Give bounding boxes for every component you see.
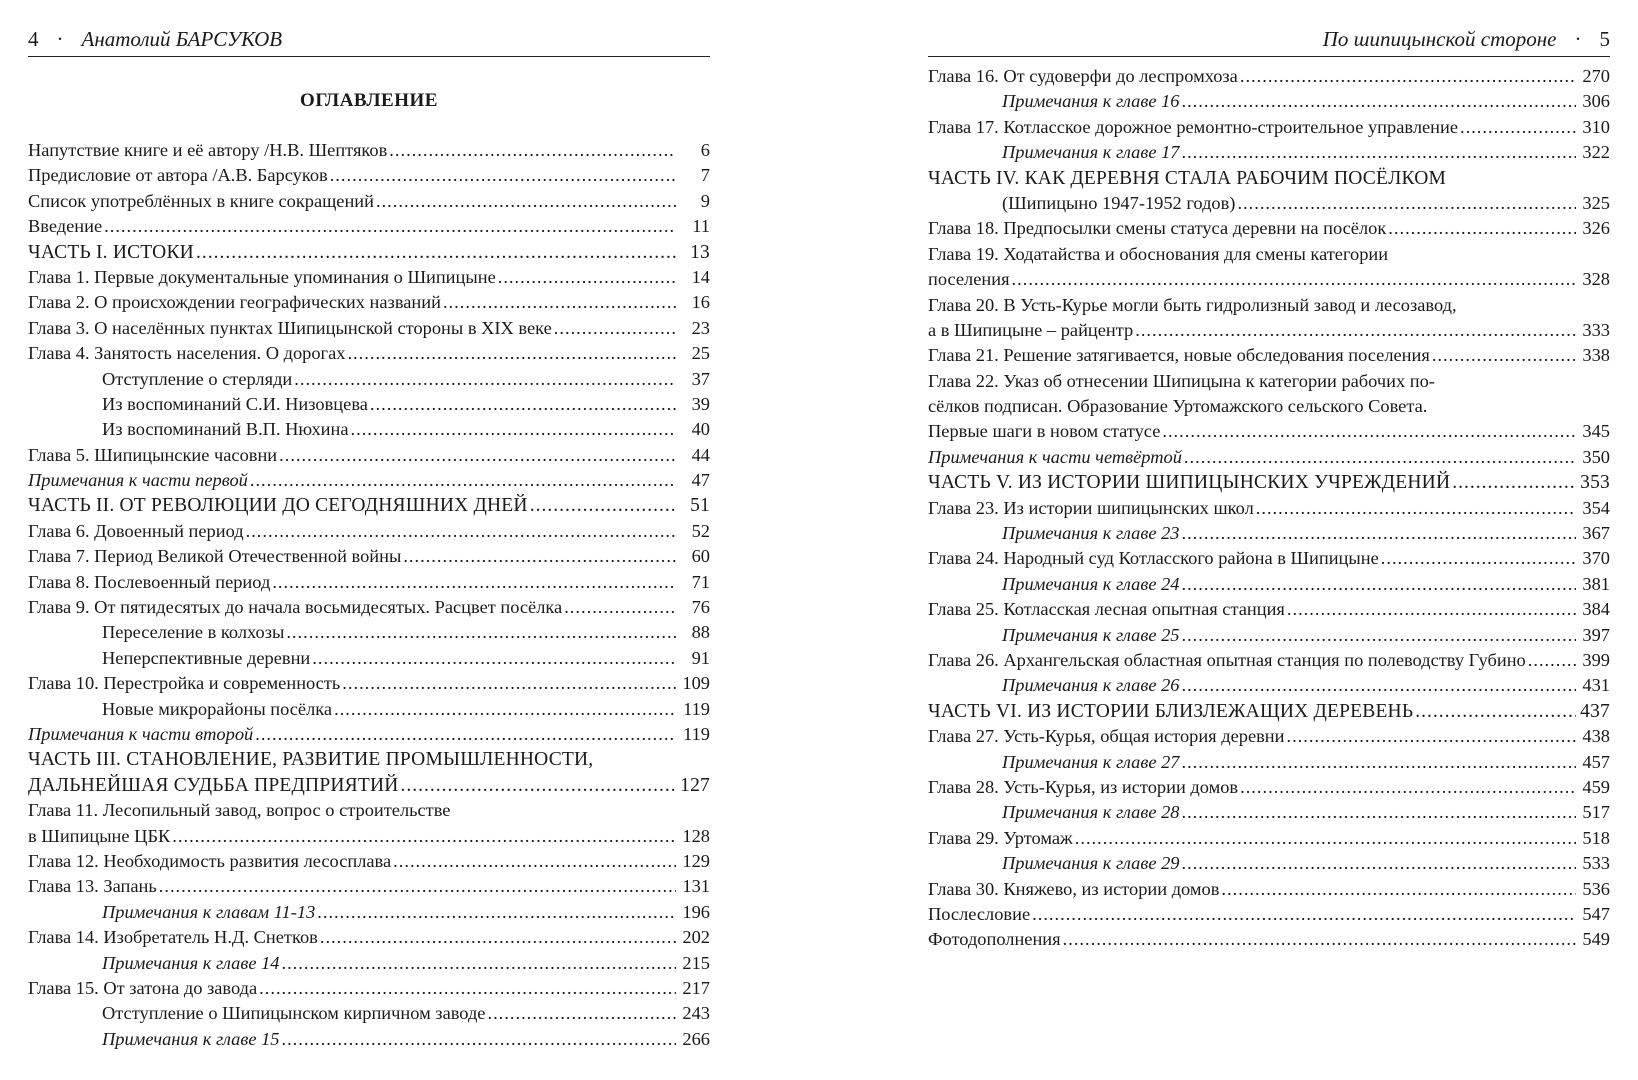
toc-entry-page: 14	[691, 266, 710, 287]
dot-leader	[1240, 64, 1576, 89]
toc-entry-page: 270	[1582, 66, 1610, 86]
toc-entry	[28, 392, 710, 417]
toc-entry-page: 202	[682, 927, 710, 948]
toc-entry-title: Первые шаги в новом статусе	[928, 421, 1161, 442]
dot-leader	[1181, 521, 1576, 546]
toc-entry-page: 333	[1582, 319, 1610, 340]
dot-leader	[376, 189, 676, 214]
toc-entry-page: 51	[690, 495, 710, 517]
toc-entry-page: 367	[1582, 523, 1610, 544]
toc-entry	[28, 595, 710, 620]
left-page-number: 4	[28, 27, 39, 51]
toc-entry	[28, 722, 710, 747]
toc-entry-title: Глава 17. Котласское дорожное ремонтно-строительное управление	[928, 116, 1459, 137]
toc-entry	[928, 521, 1610, 546]
toc-entry-page: 306	[1582, 91, 1610, 112]
dot-leader	[389, 138, 676, 163]
toc-entry	[928, 623, 1610, 648]
toc-entry-title: Глава 5. Шипицынские часовни	[28, 444, 278, 465]
toc-entry-title: Примечания к главе 27	[1002, 751, 1180, 772]
toc-entry-page: 119	[683, 698, 710, 719]
toc-entry-title: Переселение в колхозы	[102, 622, 285, 643]
author-name: Анатолий БАРСУКОВ	[81, 27, 283, 51]
dot-leader	[1032, 902, 1576, 927]
toc-entry	[928, 851, 1610, 876]
toc-entry	[928, 115, 1610, 140]
toc-entry-page: 431	[1582, 675, 1610, 696]
toc-entry	[928, 267, 1610, 292]
dot-leader	[443, 290, 676, 315]
toc-entry	[28, 240, 710, 265]
toc-entry-page: 196	[682, 901, 710, 922]
toc-entry-title: ЧАСТЬ I. ИСТОКИ	[28, 241, 194, 263]
dot-leader	[104, 214, 676, 239]
dot-leader	[1135, 318, 1576, 343]
toc-entry	[928, 572, 1610, 597]
toc-entry-page: 11	[692, 216, 710, 237]
toc-entry	[28, 1001, 710, 1026]
toc-entry-page: 438	[1582, 726, 1610, 747]
toc-entry-title: Глава 3. О населённых пунктах Шипицынской стороны в XIX веке	[28, 317, 552, 338]
toc-entry-page: 243	[682, 1003, 710, 1024]
dot-leader	[196, 240, 676, 265]
dot-leader	[401, 773, 676, 798]
toc-entry-title: ЧАСТЬ VI. ИЗ ИСТОРИИ БЛИЗЛЕЖАЩИХ ДЕРЕВЕНЬ	[928, 700, 1414, 722]
toc-entry-title: в Шипицыне ЦБК	[28, 825, 171, 846]
toc-entry-title: Примечания к части первой	[28, 470, 248, 491]
toc-entry-page: 322	[1582, 142, 1610, 163]
toc-entry	[28, 773, 710, 798]
dot-leader	[317, 900, 676, 925]
toc-entry	[928, 191, 1610, 216]
dot-leader	[564, 595, 676, 620]
toc-entry	[28, 824, 710, 849]
toc-entry	[28, 849, 710, 874]
toc-entry-title: Глава 15. От затона до завода	[28, 977, 258, 998]
dot-leader	[1181, 673, 1576, 698]
toc-entry	[28, 798, 710, 823]
toc-entry	[928, 394, 1610, 419]
toc-entry	[28, 1027, 710, 1052]
toc-entry-title: Примечания к части второй	[28, 723, 254, 744]
toc-entry	[28, 747, 710, 772]
dot-leader	[347, 341, 676, 366]
toc-entry-title: Послесловие	[928, 903, 1031, 924]
dot-leader	[286, 620, 676, 645]
toc-entry	[928, 470, 1610, 495]
dot-leader	[255, 722, 676, 747]
toc-entry-page: 517	[1582, 802, 1610, 823]
toc-entry	[928, 343, 1610, 368]
toc-entry-title: Глава 25. Котласская лесная опытная станция	[928, 599, 1285, 620]
toc-entry-page: 40	[691, 419, 710, 440]
toc-entry	[928, 64, 1610, 89]
toc-entry-title: Глава 19. Ходатайства и обоснования для смены категории	[928, 243, 1389, 264]
toc-entry-page: 310	[1582, 116, 1610, 137]
toc-entry-page: 549	[1582, 929, 1610, 950]
toc-entry-page: 338	[1582, 345, 1610, 366]
toc-entry	[28, 493, 710, 518]
toc-entry-title: Примечания к главе 23	[1002, 523, 1180, 544]
dot-leader	[487, 1001, 676, 1026]
dot-leader	[1388, 216, 1576, 241]
toc-entry-page: 215	[682, 952, 710, 973]
dot-leader	[320, 925, 676, 950]
dot-leader	[1240, 775, 1576, 800]
dot-leader	[1256, 496, 1576, 521]
toc-entry	[28, 189, 710, 214]
toc-entry-page: 25	[691, 343, 710, 364]
right-page	[928, 0, 1610, 1080]
dot-leader	[1181, 140, 1576, 165]
toc-entry-page: 370	[1582, 548, 1610, 569]
toc-entry-title: Глава 27. Усть-Курья, общая история деревни	[928, 726, 1285, 747]
toc-entry-title: Из воспоминаний В.П. Нюхина	[102, 419, 349, 440]
toc-entry-title: Примечания к главе 24	[1002, 573, 1180, 594]
toc-entry-page: 88	[691, 622, 710, 643]
toc-entry-title: Глава 6. Довоенный период	[28, 520, 244, 541]
toc-entry	[28, 265, 710, 290]
toc-entry-title: Примечания к главе 17	[1002, 142, 1180, 163]
dot-leader	[279, 443, 676, 468]
toc-entry-title: Глава 13. Запань	[28, 876, 157, 897]
dot-leader	[498, 265, 676, 290]
toc-entry-title: Глава 18. Предпосылки смены статуса деревни на посёлок	[928, 218, 1387, 239]
separator-dot: ·	[56, 27, 64, 51]
toc-entry	[928, 927, 1610, 952]
dot-leader	[1237, 191, 1576, 216]
toc-entry-page: 518	[1582, 827, 1610, 848]
dot-leader	[250, 468, 676, 493]
toc-entry	[28, 671, 710, 696]
toc-entry	[28, 138, 710, 163]
toc-entry-title: ЧАСТЬ IV. КАК ДЕРЕВНЯ СТАЛА РАБОЧИМ ПОСЁЛКОМ	[928, 167, 1447, 189]
toc-entry-page: 326	[1582, 218, 1610, 239]
toc-entry	[28, 925, 710, 950]
toc-entry	[928, 724, 1610, 749]
toc-entry	[28, 316, 710, 341]
toc-entry-title: Глава 14. Изобретатель Н.Д. Снетков	[28, 927, 318, 948]
dot-leader	[1460, 115, 1576, 140]
toc-entry	[28, 620, 710, 645]
toc-entry-title: Глава 16. От судоверфи до леспромхоза	[928, 66, 1238, 86]
toc-entry-page: 437	[1580, 700, 1610, 722]
dot-leader	[1528, 648, 1576, 673]
dot-leader	[294, 367, 676, 392]
dot-leader	[393, 849, 676, 874]
toc-entry	[928, 877, 1610, 902]
toc-entry-title: а в Шипицыне – райцентр	[928, 319, 1134, 340]
toc-entry-title: Глава 20. В Усть-Курье могли быть гидролизный завод и лесозавод,	[928, 294, 1457, 315]
toc-entry	[28, 367, 710, 392]
toc-entry-page: 129	[682, 850, 710, 871]
toc-entry-page: 547	[1582, 903, 1610, 924]
toc-entry-title: сёлков подписан. Образование Уртомажского сельского Совета.	[928, 396, 1428, 417]
dot-leader	[1012, 267, 1576, 292]
toc-entry	[928, 89, 1610, 114]
toc-entry-title: Фотодополнения	[928, 929, 1061, 950]
toc-entry-page: 353	[1580, 472, 1610, 494]
toc-entry-title: Примечания к главе 16	[1002, 91, 1180, 112]
toc-entry-page: 109	[682, 673, 710, 694]
toc-entry-page: 91	[691, 647, 710, 668]
toc-entry-title: Новые микрорайоны посёлка	[102, 698, 333, 719]
toc-entry	[928, 750, 1610, 775]
right-page-number: 5	[1599, 27, 1610, 51]
toc-entry	[928, 318, 1610, 343]
toc-entry	[928, 673, 1610, 698]
book-title: По шипицынской стороне	[1322, 27, 1557, 51]
toc-entry-title: Предисловие от автора /А.В. Барсуков	[28, 165, 328, 186]
toc-entry	[928, 369, 1610, 394]
toc-entry	[28, 646, 710, 671]
toc-entry-title: Примечания к части четвёртой	[928, 446, 1182, 467]
dot-leader	[246, 519, 676, 544]
toc-entry	[28, 519, 710, 544]
toc-entry-title: Список употреблённых в книге сокращений	[28, 190, 374, 211]
dot-leader	[554, 316, 676, 341]
toc-entry	[928, 242, 1610, 267]
toc-entry-page: 16	[691, 292, 710, 313]
toc-entry	[28, 976, 710, 1001]
toc-entry	[928, 699, 1610, 724]
toc-entry-page: 52	[691, 520, 710, 541]
toc-entry-page: 536	[1582, 878, 1610, 899]
toc-entry-title: ДАЛЬНЕЙШАЯ СУДЬБА ПРЕДПРИЯТИЙ	[28, 774, 399, 796]
toc-entry	[928, 648, 1610, 673]
dot-leader	[334, 697, 676, 722]
toc-entry-page: 397	[1582, 624, 1610, 645]
toc-entry	[928, 496, 1610, 521]
dot-leader	[1075, 826, 1576, 851]
dot-leader	[1221, 877, 1576, 902]
toc-entry-page: 459	[1582, 776, 1610, 797]
toc-entry	[28, 341, 710, 366]
toc-entry-page: 23	[691, 317, 710, 338]
toc-entry-title: Примечания к главе 26	[1002, 675, 1180, 696]
toc-entry-title: Глава 24. Народный суд Котласского района в Шипицыне	[928, 548, 1379, 569]
toc-entry-page: 128	[682, 825, 710, 846]
dot-leader	[1415, 699, 1576, 724]
dot-leader	[1381, 546, 1576, 571]
toc-entry-title: Неперспективные деревни	[102, 647, 311, 668]
toc-entry-title: Глава 28. Усть-Курья, из истории домов	[928, 776, 1239, 797]
toc-entry-title: Отступление о стерляди	[102, 368, 293, 389]
toc-entry-title: Глава 21. Решение затягивается, новые обследования поселения	[928, 345, 1430, 366]
dot-leader	[159, 874, 676, 899]
separator-dot: ·	[1574, 27, 1582, 51]
toc-entry-title: Примечания к главам 11-13	[102, 901, 316, 922]
toc-entry-page: 71	[691, 571, 710, 592]
dot-leader	[281, 951, 676, 976]
toc-entry-title: ЧАСТЬ II. ОТ РЕВОЛЮЦИИ ДО СЕГОДНЯШНИХ ДНЕЙ	[28, 495, 528, 517]
dot-leader	[1162, 419, 1576, 444]
toc-entry	[28, 417, 710, 442]
toc-right-list	[928, 64, 1610, 953]
toc-entry-page: 119	[683, 723, 710, 744]
toc-entry-title: Примечания к главе 25	[1002, 624, 1180, 645]
toc-entry-title: ЧАСТЬ V. ИЗ ИСТОРИИ ШИПИЦЫНСКИХ УЧРЕЖДЕНИЙ	[928, 472, 1451, 494]
toc-entry-title: ЧАСТЬ III. СТАНОВЛЕНИЕ, РАЗВИТИЕ ПРОМЫШЛЕННОСТИ,	[28, 749, 594, 771]
toc-entry	[928, 800, 1610, 825]
toc-entry	[28, 570, 710, 595]
toc-entry	[928, 419, 1610, 444]
toc-entry-page: 7	[700, 165, 710, 186]
toc-entry-title: Отступление о Шипицынском кирпичном заводе	[102, 1003, 486, 1024]
toc-entry	[928, 902, 1610, 927]
toc-entry-page: 350	[1582, 446, 1610, 467]
toc-entry-page: 354	[1582, 497, 1610, 518]
toc-entry	[28, 290, 710, 315]
toc-entry-title: Введение	[28, 216, 103, 237]
toc-entry-page: 39	[691, 393, 710, 414]
toc-entry	[928, 826, 1610, 851]
toc-entry	[928, 216, 1610, 241]
dot-leader	[403, 544, 676, 569]
toc-entry-page: 399	[1582, 649, 1610, 670]
toc-entry-title: Глава 8. Послевоенный период	[28, 571, 271, 592]
toc-entry	[28, 544, 710, 569]
dot-leader	[1181, 750, 1576, 775]
toc-entry-page: 266	[682, 1028, 710, 1049]
dot-leader	[1286, 724, 1576, 749]
dot-leader	[281, 1027, 676, 1052]
dot-leader	[530, 493, 676, 518]
toc-entry-page: 217	[682, 977, 710, 998]
toc-entry	[28, 874, 710, 899]
toc-entry-title: Глава 11. Лесопильный завод, вопрос о строительстве	[28, 800, 451, 821]
toc-entry	[28, 697, 710, 722]
toc-entry-page: 76	[691, 597, 710, 618]
dot-leader	[342, 671, 676, 696]
toc-entry-title: Глава 7. Период Великой Отечественной войны	[28, 546, 402, 567]
toc-entry	[28, 951, 710, 976]
left-running-head	[28, 22, 710, 57]
toc-entry-title: Глава 2. О происхождении географических названий	[28, 292, 441, 313]
dot-leader	[312, 646, 676, 671]
toc-entry	[928, 166, 1610, 191]
toc-entry-title: Глава 23. Из истории шипицынских школ	[928, 497, 1254, 518]
toc-entry-page: 328	[1582, 269, 1610, 290]
toc-entry-title: Глава 4. Занятость населения. О дорогах	[28, 343, 346, 364]
toc-entry	[28, 163, 710, 188]
toc-entry-page: 381	[1582, 573, 1610, 594]
toc-entry	[928, 775, 1610, 800]
dot-leader	[172, 824, 676, 849]
toc-entry-title: (Шипицыно 1947-1952 годов)	[1002, 192, 1236, 213]
dot-leader	[272, 570, 676, 595]
toc-entry-title: Примечания к главе 28	[1002, 802, 1180, 823]
toc-entry	[928, 293, 1610, 318]
dot-leader	[351, 417, 677, 442]
toc-entry-page: 127	[680, 774, 710, 796]
toc-entry-page: 37	[691, 368, 710, 389]
toc-entry-page: 384	[1582, 599, 1610, 620]
dot-leader	[1432, 343, 1576, 368]
dot-leader	[1287, 597, 1576, 622]
dot-leader	[1181, 851, 1576, 876]
toc-entry-page: 13	[690, 241, 710, 263]
toc-entry-title: Глава 26. Архангельская областная опытная станция по полеводству Губино	[928, 649, 1526, 670]
toc-entry	[28, 214, 710, 239]
toc-entry-title: Примечания к главе 14	[102, 952, 280, 973]
toc-entry-title: Примечания к главе 15	[102, 1028, 280, 1049]
toc-entry-title: Глава 30. Княжево, из истории домов	[928, 878, 1220, 899]
dot-leader	[330, 163, 676, 188]
toc-entry-title: Глава 12. Необходимость развития лесосплава	[28, 850, 392, 871]
toc-entry-title: Примечания к главе 29	[1002, 853, 1180, 874]
dot-leader	[1063, 927, 1576, 952]
toc-entry-page: 533	[1582, 853, 1610, 874]
toc-entry-page: 345	[1582, 421, 1610, 442]
dot-leader	[259, 976, 676, 1001]
toc-entry-page: 44	[691, 444, 710, 465]
toc-entry-page: 457	[1582, 751, 1610, 772]
dot-leader	[370, 392, 676, 417]
toc-entry-page: 325	[1582, 192, 1610, 213]
dot-leader	[1181, 623, 1576, 648]
toc-entry-title: Из воспоминаний С.И. Низовцева	[102, 393, 368, 414]
toc-entry	[928, 140, 1610, 165]
toc-entry-title: Глава 1. Первые документальные упоминания о Шипицыне	[28, 266, 496, 287]
toc-entry	[928, 445, 1610, 470]
toc-entry-page: 47	[691, 470, 710, 491]
left-page	[28, 0, 710, 1080]
toc-entry-page: 131	[682, 876, 710, 897]
toc-entry-title: Глава 22. Указ об отнесении Шипицына к категории рабочих по-	[928, 370, 1435, 391]
toc-entry	[28, 468, 710, 493]
toc-entry-page: 6	[700, 140, 710, 160]
toc-left-list	[28, 138, 710, 1052]
toc-entry-page: 60	[691, 546, 710, 567]
dot-leader	[1452, 470, 1576, 495]
dot-leader	[1184, 445, 1576, 470]
toc-entry-title: поселения	[928, 269, 1010, 290]
toc-entry-title: Глава 10. Перестройка и современность	[28, 673, 341, 694]
toc-entry-title: Напутствие книге и её автору /Н.В. Шептяков	[28, 140, 388, 160]
toc-entry-title: Глава 29. Уртомаж	[928, 827, 1073, 848]
dot-leader	[1181, 572, 1576, 597]
toc-entry	[28, 443, 710, 468]
dot-leader	[1181, 800, 1576, 825]
right-running-head	[928, 22, 1610, 57]
toc-title: ОГЛАВЛЕНИЕ	[300, 90, 438, 111]
dot-leader	[1181, 89, 1576, 114]
toc-entry-page: 9	[700, 190, 710, 211]
toc-entry	[928, 597, 1610, 622]
toc-entry-title: Глава 9. От пятидесятых до начала восьмидесятых. Расцвет посёлка	[28, 597, 563, 618]
toc-entry	[28, 900, 710, 925]
toc-entry	[928, 546, 1610, 571]
